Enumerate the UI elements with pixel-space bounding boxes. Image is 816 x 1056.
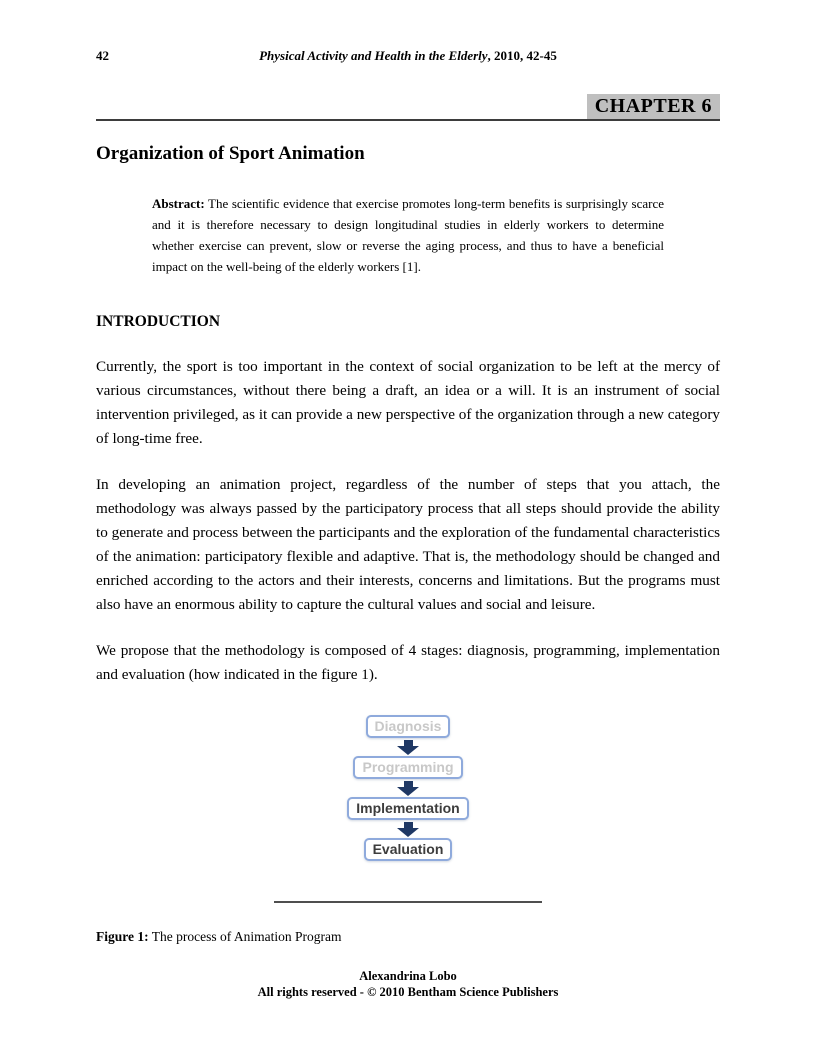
page-footer	[96, 968, 720, 1000]
figure-caption-text: The process of Animation Program	[148, 929, 342, 944]
chapter-title: Organization of Sport Animation	[96, 143, 365, 164]
running-header	[96, 48, 720, 65]
arrow-head	[397, 746, 419, 755]
arrow-head	[397, 787, 419, 796]
paragraph-3: We propose that the methodology is composed of 4 stages: diagnosis, programming, implementation and evaluation (how indicated in the figure 1).	[96, 642, 720, 683]
animation-process-flowchart	[96, 715, 720, 861]
down-arrow-icon	[397, 740, 419, 755]
abstract-text: The scientific evidence that exercise promotes long-term benefits is surprisingly scarce and it is therefore necessary to design longitudinal studies in elderly workers to determine whether exercise can prevent, slow or reverse the aging process, and thus to have a beneficial impact on the well-being of the elderly workers [1].	[152, 196, 664, 274]
arrow-head	[397, 828, 419, 837]
footer-rights: All rights reserved - © 2010 Bentham Science Publishers	[257, 985, 559, 999]
journal-title: Physical Activity and Health in the Elderly	[259, 48, 488, 63]
chapter-label: CHAPTER 6	[587, 94, 720, 119]
flow-step-diagnosis: Diagnosis	[366, 715, 451, 738]
figure-caption	[96, 929, 720, 945]
figure-caption-label: Figure 1:	[96, 929, 149, 944]
introduction-heading: INTRODUCTION	[96, 313, 221, 330]
chapter-band	[96, 94, 720, 121]
page-number: 42	[96, 48, 109, 63]
down-arrow-icon	[397, 822, 419, 837]
flow-step-evaluation: Evaluation	[364, 838, 453, 861]
journal-citation: , 2010, 42-45	[487, 48, 557, 63]
flow-step-implementation: Implementation	[347, 797, 468, 820]
down-arrow-icon	[397, 781, 419, 796]
figure-separator-line	[274, 901, 542, 903]
paragraph-1: Currently, the sport is too important in the context of social organization to be left at the mercy of various circumstances, without there being a draft, an idea or a will. It is an instrument of social intervention privileged, as it can provide a new perspective of the organization through a new category of long-time free.	[96, 358, 720, 447]
abstract	[152, 193, 664, 277]
abstract-label: Abstract:	[152, 196, 205, 211]
paragraph-2: In developing an animation project, regardless of the number of steps that you attach, the methodology was always passed by the participatory process that all steps should provide the ability to generate and process between the participants and the exploration of the fundamental characteristics of the animation: participatory flexible and adaptive. That is, the methodology should be changed and enriched according to the actors and their interests, concerns and limitations. But the programs must also have an enormous ability to capture the cultural values and social and leisure.	[96, 476, 720, 613]
flow-step-programming: Programming	[353, 756, 462, 779]
footer-author: Alexandrina Lobo	[359, 969, 457, 983]
running-title	[96, 48, 720, 64]
